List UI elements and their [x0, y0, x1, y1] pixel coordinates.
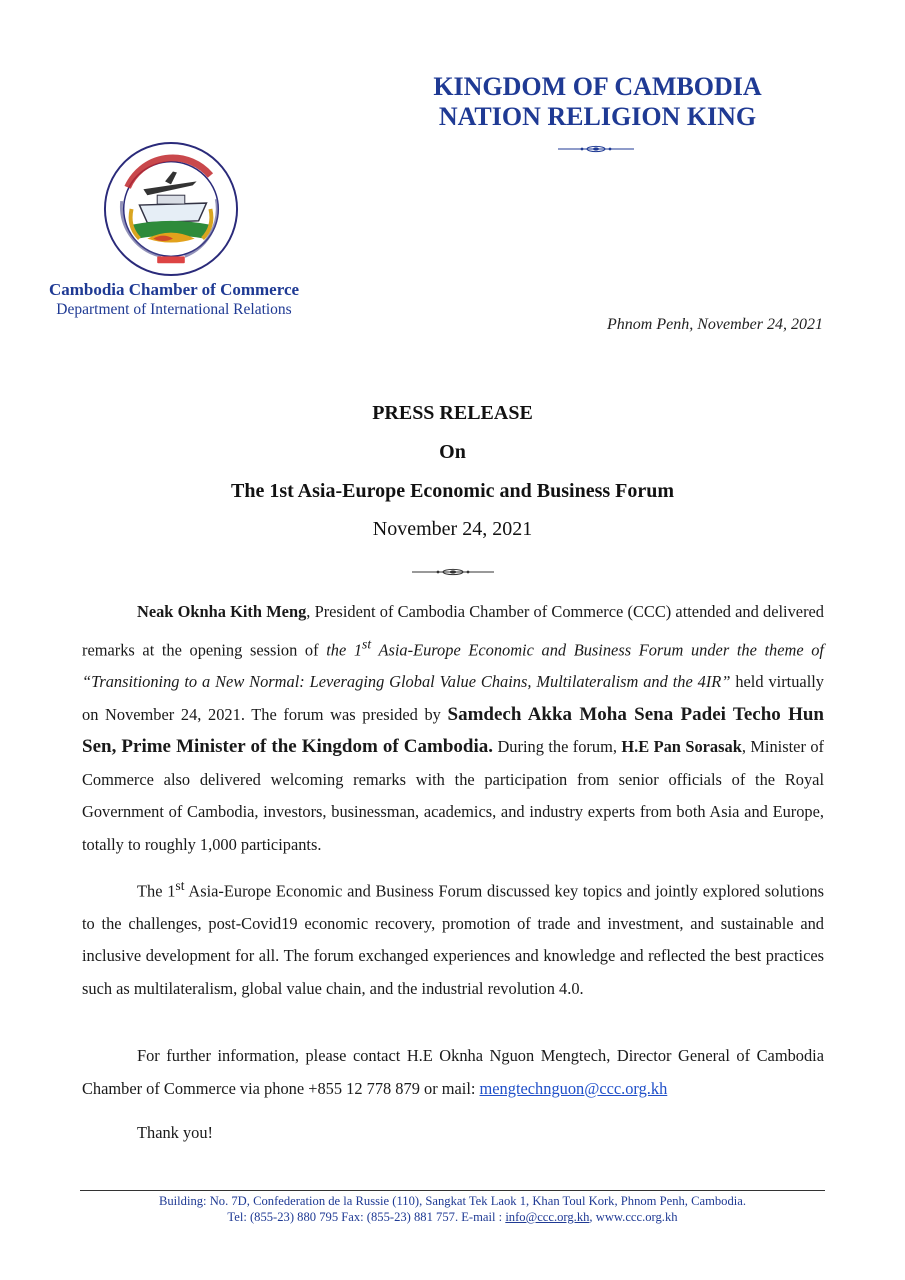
paragraph-3: [82, 1040, 824, 1105]
paragraph-2-text-b: Asia-Europe Economic and Business Forum discussed key topics and jointly explored solutions to the challenges, post-Covid19 economic recovery, promotion of trade and investment, and sustainable and inclusive development for all. The forum exchanged experiences and knowledge and reflected the best practices such as multilateralism, global value chain, and the industrial revolution 4.0.: [82, 881, 825, 998]
organization-name: Cambodia Chamber of Commerce: [48, 280, 300, 299]
kingdom-line-2: NATION RELIGION KING: [438, 102, 757, 131]
ornament-divider-icon: [410, 567, 496, 577]
footer-address: Building: No. 7D, Confederation de la Russie (110), Sangkat Tek Laok 1, Khan Toul Kork, Phnom Penh, Cambodia.: [158, 1194, 747, 1208]
kingdom-line-1: KINGDOM OF CAMBODIA: [433, 72, 762, 101]
minister-name: H.E Pan Sorasak: [621, 737, 742, 757]
department-name: Department of International Relations: [56, 301, 292, 318]
paragraph-1-text-c: During the forum,: [493, 737, 622, 757]
prime-minister-name: Samdech Akka Moha Sena Padei Techo Hun Sen, Prime Minister of the Kingdom of Cambodia.: [82, 703, 824, 758]
forum-theme: Asia-Europe Economic and Business Forum under the theme of “Transitioning to a New Normal: Leveraging Global Value Chains, Multilateralism and the 4IR”: [82, 639, 824, 692]
paragraph-2-ordinal: st: [175, 878, 185, 893]
closing: [82, 1117, 824, 1150]
paragraph-1-ordinal: st: [362, 636, 372, 652]
press-release-title: PRESS RELEASE: [372, 402, 533, 424]
paragraph-3-text: For further information, please contact H.E Oknha Nguon Mengtech, Director General of Cambodia Chamber of Commerce via phone +855 12 778 879 or mail:: [82, 1046, 824, 1098]
president-name: Neak Oknha Kith Meng: [137, 602, 307, 621]
cambodia-chamber-of-commerce-seal-icon: [102, 140, 240, 278]
paragraph-1-text-d: , Minister of Commerce also delivered welcoming remarks with the participation from senior officials of the Royal Government of Cambodia, investors, businessman, academics, and industry experts from both Asia and Europe, totally to roughly 1,000 participants.: [82, 737, 824, 854]
kingdom-heading: [420, 72, 775, 132]
footer-website[interactable]: , www.ccc.org.kh: [589, 1210, 678, 1224]
paragraph-1-italic-a: the 1: [326, 639, 363, 659]
paragraph-1-text-b: held virtually on November 24, 2021. The forum was presided by: [82, 672, 824, 724]
press-release-on: On: [439, 441, 466, 463]
thank-you-text: Thank you!: [137, 1123, 214, 1142]
organization-block: [30, 280, 318, 319]
ornament-divider-icon: [556, 144, 636, 154]
event-title: The 1st Asia-Europe Economic and Business Forum: [230, 480, 675, 502]
footer: [80, 1193, 825, 1225]
footer-contact-text: Tel: (855-23) 880 795 Fax: (855-23) 881 757. E-mail :: [227, 1210, 506, 1224]
contact-email-link[interactable]: mengtechnguon@ccc.org.kh: [479, 1078, 668, 1098]
paragraph-1: [82, 596, 824, 861]
paragraph-2-text-a: The 1: [137, 881, 176, 901]
footer-email-link[interactable]: info@ccc.org.kh: [505, 1210, 590, 1224]
release-date: November 24, 2021: [372, 518, 533, 540]
paragraph-1-text-a: , President of Cambodia Chamber of Commerce (CCC) attended and delivered remarks at the opening session of: [82, 602, 824, 659]
footer-contact: [80, 1209, 825, 1225]
footer-divider: [80, 1190, 825, 1191]
place-date: Phnom Penh, November 24, 2021: [607, 316, 823, 333]
paragraph-2: [82, 870, 824, 1005]
